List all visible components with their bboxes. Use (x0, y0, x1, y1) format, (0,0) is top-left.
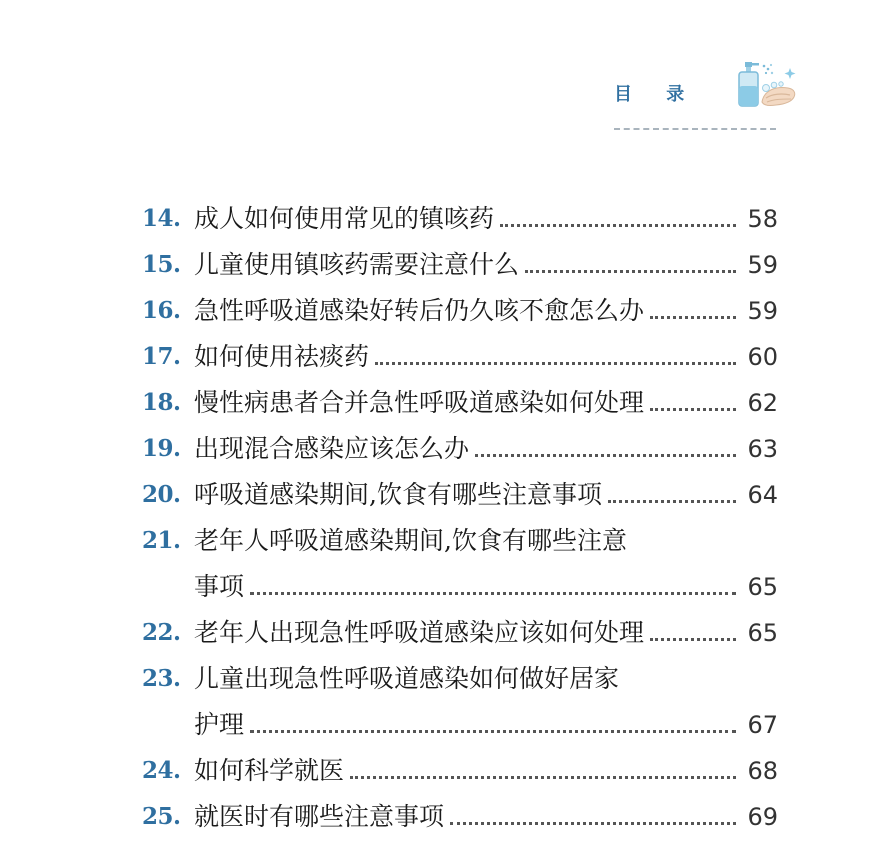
dot-leader (250, 730, 736, 733)
toc-entry[interactable] (142, 518, 778, 564)
dot-leader (450, 822, 736, 825)
entry-number: 14. (142, 205, 181, 232)
page-number: 58 (747, 205, 778, 233)
entry-title-continued: 事项 (194, 572, 245, 601)
dot-leader (608, 500, 736, 503)
toc-entry-continuation[interactable] (142, 564, 778, 610)
entry-number: 19. (142, 435, 181, 462)
entry-title: 儿童使用镇咳药需要注意什么 (194, 250, 520, 279)
entry-number: 17. (142, 343, 181, 370)
toc-entry[interactable] (142, 472, 778, 518)
toc-heading: 目 录 (614, 84, 699, 105)
page-number: 65 (747, 619, 778, 647)
toc-entry[interactable] (142, 610, 778, 656)
page-number: 59 (747, 251, 778, 279)
page-number: 68 (747, 757, 778, 785)
toc-entry[interactable] (142, 288, 778, 334)
entry-title: 慢性病患者合并急性呼吸道感染如何处理 (194, 388, 645, 417)
entry-number: 21. (142, 527, 181, 554)
dot-leader (650, 316, 736, 319)
toc-entry[interactable] (142, 748, 778, 794)
toc-entry[interactable] (142, 334, 778, 380)
toc-entry[interactable] (142, 794, 778, 840)
page-number: 67 (747, 711, 778, 739)
toc-entry[interactable] (142, 426, 778, 472)
entry-title-continued: 护理 (194, 710, 245, 739)
toc-entry[interactable] (142, 242, 778, 288)
entry-title: 出现混合感染应该怎么办 (194, 434, 470, 463)
page-number: 60 (747, 343, 778, 371)
entry-number: 23. (142, 665, 181, 692)
entry-title: 老年人出现急性呼吸道感染应该如何处理 (194, 618, 645, 647)
hand-sanitizer-washing-icon (736, 58, 800, 110)
page-number: 69 (747, 803, 778, 831)
dot-leader (650, 638, 736, 641)
dot-leader (525, 270, 736, 273)
entry-title: 如何使用祛痰药 (194, 342, 370, 371)
page-header (600, 58, 815, 138)
entry-number: 25. (142, 803, 181, 830)
entry-number: 24. (142, 757, 181, 784)
toc-entry-continuation[interactable] (142, 702, 778, 748)
dot-leader (250, 592, 736, 595)
table-of-contents (142, 196, 778, 840)
entry-title: 如何科学就医 (194, 756, 345, 785)
entry-title: 呼吸道感染期间,饮食有哪些注意事项 (194, 480, 602, 509)
entry-title: 就医时有哪些注意事项 (194, 802, 445, 831)
dot-leader (500, 224, 736, 227)
entry-title: 急性呼吸道感染好转后仍久咳不愈怎么办 (194, 296, 645, 325)
page-number: 63 (747, 435, 778, 463)
dot-leader (650, 408, 736, 411)
toc-entry[interactable] (142, 656, 778, 702)
dot-leader (375, 362, 736, 365)
entry-number: 22. (142, 619, 181, 646)
dot-leader (475, 454, 736, 457)
header-dashed-divider (614, 128, 776, 130)
toc-entry[interactable] (142, 380, 778, 426)
entry-title: 儿童出现急性呼吸道感染如何做好居家 (194, 664, 620, 693)
entry-title: 老年人呼吸道感染期间,饮食有哪些注意 (194, 526, 627, 555)
page-number: 64 (747, 481, 778, 509)
entry-number: 16. (142, 297, 181, 324)
entry-number: 18. (142, 389, 181, 416)
entry-number: 20. (142, 481, 181, 508)
page-number: 65 (747, 573, 778, 601)
dot-leader (350, 776, 736, 779)
page-number: 62 (747, 389, 778, 417)
toc-entry[interactable] (142, 196, 778, 242)
entry-number: 15. (142, 251, 181, 278)
page-number: 59 (747, 297, 778, 325)
entry-title: 成人如何使用常见的镇咳药 (194, 204, 495, 233)
